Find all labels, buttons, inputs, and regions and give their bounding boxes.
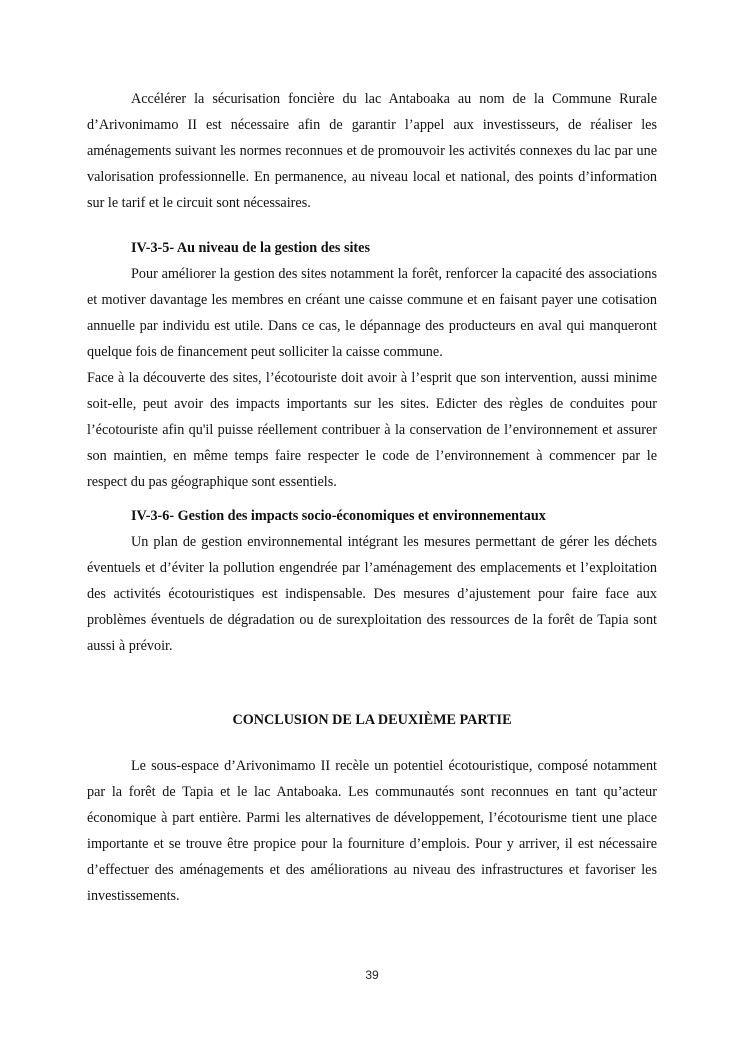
section-iv-3-5-paragraph-1: Pour améliorer la gestion des sites notamment la forêt, renforcer la capacité des associations et motiver davantage les membres en créant une caisse commune et en faisant payer une cotisation annuelle par individu est utile. Dans ce cas, le dépannage des producteurs en aval qui manqueront quelque fois de financement peut solliciter la caisse commune. (87, 266, 657, 360)
page-number: 39 (365, 968, 379, 982)
section-iv-3-6-paragraph-1: Un plan de gestion environnemental intégrant les mesures permettant de gérer les déchets éventuels et d’éviter la pollution engendrée par l’aménagement des emplacements et l’exploitation des activités écotouristiques est indispensable. Des mesures d’ajustement pour faire face aux problèmes éventuels de dégradation ou de surexploitation des ressources de la forêt de Tapia sont aussi à prévoir. (87, 534, 657, 654)
conclusion-title: CONCLUSION DE LA DEUXIÈME PARTIE (232, 712, 512, 728)
spacer (87, 733, 657, 753)
intro-paragraph: Accélérer la sécurisation foncière du lac Antaboaka au nom de la Commune Rurale d’Arivonimamo II est nécessaire afin de garantir l’appel aux investisseurs, de réaliser les aménagements suivant les normes reconnues et de promouvoir les activités connexes du lac par une valorisation professionnelle. En permanence, au niveau local et national, des points d’information sur le tarif et le circuit sont nécessaires. (87, 91, 657, 211)
document-page (87, 86, 657, 909)
spacer (87, 495, 657, 503)
section-iv-3-5-paragraph-2: Face à la découverte des sites, l’écotouriste doit avoir à l’esprit que son intervention, aussi minime soit-elle, peut avoir des impacts importants sur les sites. Edicter des règles de conduites pour l’écotouriste afin qu'il puisse réellement contribuer à la conservation de l’environnement et assurer son maintien, en même temps faire respecter le code de l’environnement à commencer par le respect du pas géographique sont essentiels. (87, 370, 657, 490)
spacer (87, 659, 657, 707)
section-heading-iv-3-6: IV-3-6- Gestion des impacts socio-économiques et environnementaux (131, 508, 546, 524)
section-heading-iv-3-5: IV-3-5- Au niveau de la gestion des sites (131, 240, 370, 256)
spacer (87, 216, 657, 235)
conclusion-paragraph: Le sous-espace d’Arivonimamo II recèle un potentiel écotouristique, composé notamment par la forêt de Tapia et le lac Antaboaka. Les communautés sont reconnues en tant qu’acteur économique à part entière. Parmi les alternatives de développement, l’écotourisme tient une place importante et se trouve être propice pour la fourniture d’emplois. Pour y arriver, il est nécessaire d’effectuer des aménagements et des améliorations au niveau des infrastructures et favoriser les investissements. (87, 758, 657, 904)
